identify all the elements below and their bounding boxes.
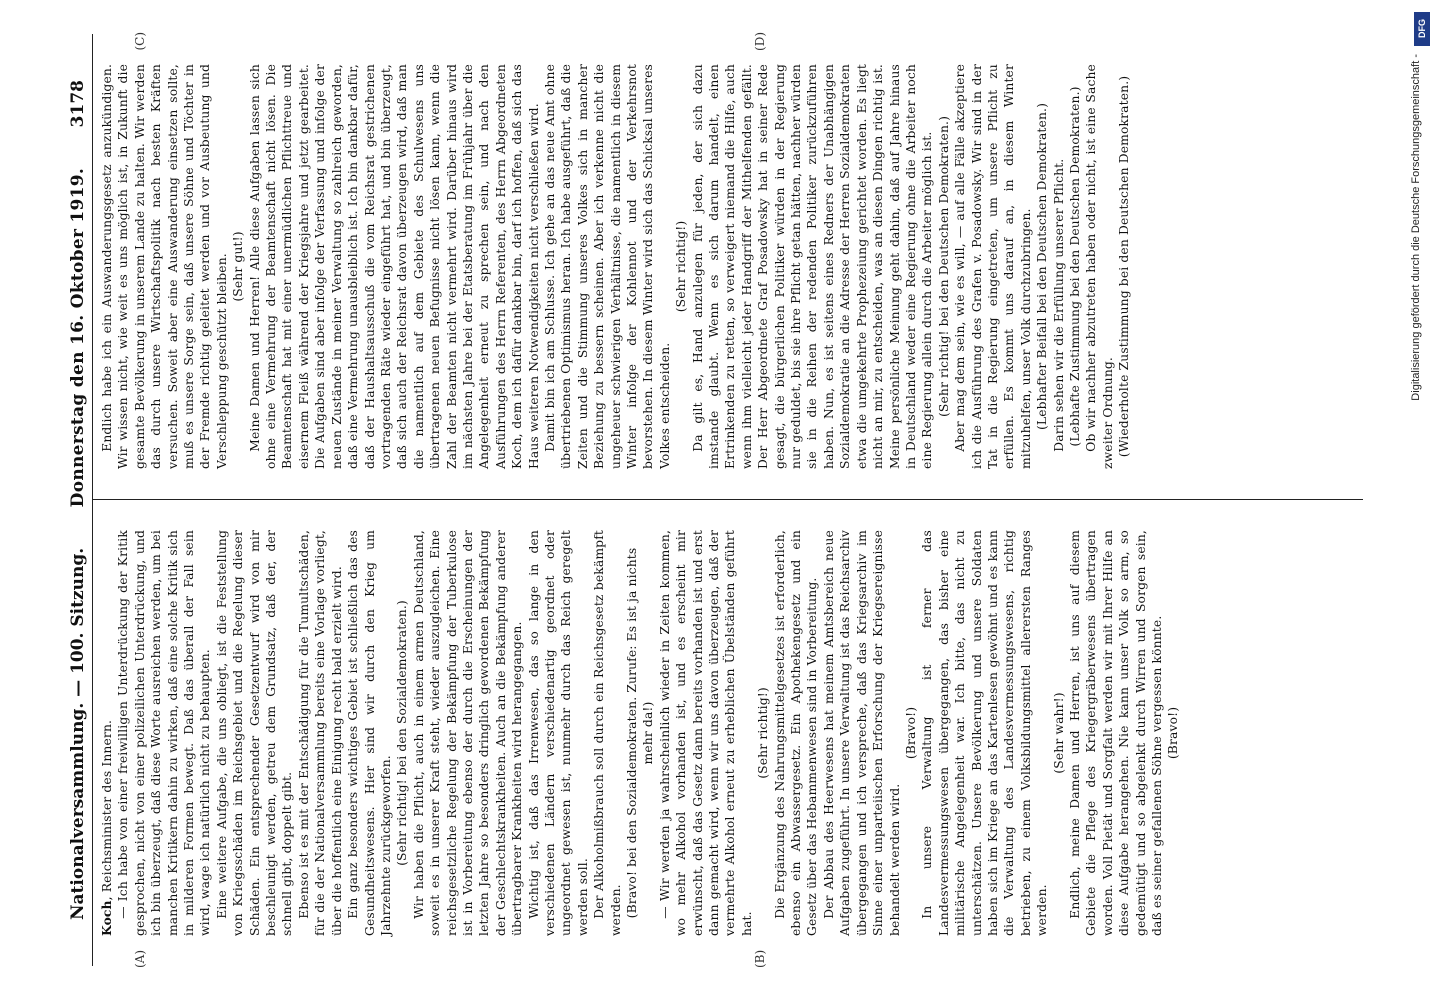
- page-header: [68, 34, 93, 966]
- interjection: (Bravo! bei den Sozialdemokraten. Zurufe: Es ist ja nichts mehr da!): [625, 547, 656, 919]
- interjection: (Wiederholte Zustimmung bei den Deutschen Demokraten.): [1117, 75, 1132, 458]
- digitization-credit: [1410, 6, 1432, 1000]
- margin-marker-d: (D): [753, 32, 767, 51]
- right-column: [93, 34, 1363, 500]
- header-center: Donnerstag den 16. Oktober 1919.: [68, 167, 88, 508]
- page-number: 3178: [68, 80, 88, 128]
- paragraph: Da gilt es, Hand anzulegen für jeden, der sich dazu imstande glaubt. Wenn es sich darum handelt, einen Ertrinkenden zu retten, so verweigert niemand die Hilfe, auch wenn ihm vielleicht jeder Handgriff der Mithelfenden gefällt. Der Herr Abgeordnete Graf Posadowsky hat in seiner Rede gesagt, die bürgerlichen Politiker würden in der Regierung nur geduldet, bis sie ihre Pflicht getan hätten, nachher würden sie in die Reihen der redenden Politiker zurückzuführen haben. Nun, es ist seitens eines Redners der Unabhängigen Sozialdemokratie an die Adresse der Herren Sozialdemokraten etwa die umgekehrte Prophezeiung gerichtet worden. Es liegt nicht an mir, zu entscheiden, was an diesen Dingen richtig ist. Meine persönliche Meinung geht dahin, daß auf Jahre hinaus in Deutschland weder eine Regierung ohne die Arbeiter noch eine Regierung allein durch die Arbeiter möglich ist.: [690, 64, 935, 469]
- interjection: (Sehr gut!): [231, 231, 246, 302]
- interjection: (Lebhafter Beifall bei den Deutschen Demokraten.): [1035, 102, 1050, 431]
- dfg-logo: DFG: [1414, 12, 1430, 46]
- paragraph: Ein ganz besonders wichtiges Gebiet ist schließlich das des Gesundheitswesens. Hier sind wir durch den Krieg um Jahrzehnte zurückgeworfen.: [346, 530, 393, 936]
- interjection: (Sehr richtig!): [756, 687, 771, 779]
- interjection: (Bravo!): [1166, 706, 1181, 760]
- paragraph: In unsere Verwaltung ist ferner das Landesvermessungswesen übergegangen, das bisher eine militärische Angelegenheit war. Ich bitte, das nicht zu unterschätzen. Unsere Bevölkerung und unsere Soldaten haben sich im Kriege an das Kartenlesen gewöhnt und es kann die Verwaltung des Landesvermessungswesens, richtig betrieben, zu einem Volksbildungsmittel allerersten Ranges werden.: [920, 530, 1050, 936]
- paragraph: Endlich, meine Damen und Herren, ist uns auf diesem Gebiete die Pflege des Kriegergräberwesens übertragen worden. Voll Pietät und Sorgfalt werden wir mit Ihrer Hilfe an diese Aufgabe herangehen. Nie kann unser Volk so arm, so gedemütigt und so abgelenkt durch Wirren und Sorgen sein, daß es seiner gefallenen Söhne vergessen könnte.: [1067, 530, 1164, 936]
- paragraph: Aber mag dem sein, wie es will, — auf alle Fälle akzeptiere ich die Ausführung des Grafen v. Posadowsky. Wir sind in der Tat in die Regierung eingetreten, um unsere Pflicht zu erfüllen. Es kommt uns darauf an, in diesem Winter mitzuhelfen, unser Volk durchzubringen.: [953, 64, 1033, 469]
- interjection: (Sehr richtig! bei den Sozialdemokraten.): [395, 600, 410, 866]
- interjection: (Sehr richtig! bei den Deutschen Demokraten.): [936, 115, 951, 418]
- document-page: [60, 20, 1400, 980]
- speaker-name: Koch: [99, 900, 114, 936]
- interjection: (Sehr wahr!): [1051, 692, 1066, 774]
- interjection: (Sehr richtig!): [674, 220, 689, 313]
- paragraph: Darin sehen wir die Erfüllung unserer Pflicht.: [1051, 158, 1066, 452]
- speaker-role: , Reichsminister des Innern.: [100, 719, 114, 901]
- margin-marker-b: (B): [753, 949, 767, 968]
- paragraph: Wichtig ist, daß das Irrenwesen, das so lange in den verschiedenen Ländern verschiedenartig geordnet oder ungeordnet gewesen ist, nunmehr durch das Reich geregelt werden soll.: [526, 530, 590, 936]
- columns: [93, 34, 1363, 966]
- paragraph: Damit bin ich am Schlusse. Ich gehe an das neue Amt ohne übertriebenen Optimismus heran. Ich habe ausgeführt, daß die Zeiten und die Stimmung unseres Volkes sich in mancher Beziehung zu bessern scheinen. Aber ich verkenne nicht die ungeheuer schwierigen Verhältnisse, die namentlich in diesem Winter infolge der Kohlennot und der Verkehrsnot bevorstehen. In diesem Winter wird sich das Schicksal unseres Volkes entscheiden.: [542, 64, 672, 469]
- paragraph: Ob wir nachher abzutreten haben oder nicht, ist eine Sache zweiter Ordnung.: [1084, 64, 1115, 469]
- paragraph: Meine Damen und Herren! Alle diese Aufgaben lassen sich ohne eine Vermehrung der Beamtenschaft nicht lösen. Die Beamtenschaft hat mit einer unermüdlichen Pflichttreue und eisernem Fleiß während der Kriegsjahre und jetzt gearbeitet. Die Aufgaben sind aber infolge der Verfassung und infolge der neuen Zustände in meiner Verwaltung so zahlreich geworden, daß eine Vermehrung unausbleiblich ist. Ich bin dankbar dafür, daß der Haushaltsausschuß die vom Reichsrat gestrichenen vortragenden Räte wieder eingeführt hat, und bin überzeugt, daß sich auch der Reichsrat davon überzeugen wird, daß man die namentlich auf dem Gebiete des Schulwesens uns übertragenen neuen Befugnisse nicht lösen kann, wenn die Zahl der Beamten nicht vermehrt wird. Darüber hinaus wird im nächsten Jahre bei der Etatsberatung im Frühjahr über die Angelegenheit erneut zu sprechen sein, und nach den Ausführungen des Herrn Referenten, des Herrn Abgeordneten Koch, dem ich dafür dankbar bin, darf ich hoffen, daß sich das Haus weiteren Notwendigkeiten nicht verschließen wird.: [247, 64, 541, 469]
- paragraph: Die Ergänzung des Nahrungsmittelgesetzes ist erforderlich, ebenso ein Abwassergesetz. Ein Apothekengesetz und ein Gesetz über das Hebammenwesen sind in Vorbereitung.: [772, 530, 820, 936]
- paragraph: Eine weitere Aufgabe, die uns obliegt, ist die Feststellung von Kriegsschäden im Reichsgebiet und die Regelung dieser Schäden. Ein entsprechender Gesetzentwurf wird von mir beschleunigt werden, getreu dem Grundsatz, daß der, der schnell gibt, doppelt gibt.: [214, 530, 295, 936]
- paragraph: Wir haben die Pflicht, auch in einem armen Deutschland, soweit es in unserer Kraft steht, wieder auszugleichen. Eine reichsgesetzliche Regelung der Bekämpfung der Tuberkulose ist in Vorbereitung ebenso der durch die Erscheinungen der letzten Jahre so besonders dringlich gewordenen Bekämpfung der Geschlechtskrankheiten. Auch an die Bekämpfung anderer übertragbarer Krankheiten wird herangegangen.: [411, 530, 525, 936]
- paragraph: — Wir werden ja wahrscheinlich wieder in Zeiten kommen, wo mehr Alkohol vorhanden ist, und es erscheint mir erwünscht, daß das Gesetz dann bereits vorhanden ist und erst dann gemacht wird, wenn wir uns davon überzeugen, daß der vermehrte Alkohol erneut zu erheblichen Übelständen geführt hat.: [657, 530, 754, 936]
- margin-marker-c: (C): [133, 32, 147, 51]
- interjection: (Bravo!): [903, 706, 918, 760]
- paragraph: — Ich habe von einer freiwilligen Unterdrückung der Kritik gesprochen, nicht von einer polizeilichen Unterdrückung, und ich bin überzeugt, daß diese Worte ausreichen werden, um bei manchen Kritikern dahin zu wirken, daß eine solche Kritik sich in milderen Formen bewegt. Daß das überall der Fall sein wird, wage ich natürlich nicht zu behaupten.: [116, 530, 213, 936]
- paragraph: Ebenso ist es mit der Entschädigung für die Tumultschäden, für die der Nationalversammlung bereits eine Vorlage vorliegt, über die hoffentlich eine Einigung recht bald erzielt wird.: [296, 530, 344, 936]
- left-column: [93, 500, 1363, 966]
- paragraph: Der Alkoholmißbrauch soll durch ein Reichsgesetz bekämpft werden.: [592, 530, 623, 936]
- credit-text: Digitalisierung gefördert durch die Deutsche Forschungsgemeinschaft -: [1410, 54, 1422, 401]
- interjection: (Lebhafte Zustimmung bei den Deutschen Demokraten.): [1067, 86, 1082, 447]
- margin-marker-a: (A): [133, 949, 147, 968]
- speaker-line: [99, 530, 115, 936]
- header-left: Nationalversammlung. — 100. Sitzung.: [68, 547, 88, 920]
- paragraph: Endlich habe ich ein Auswanderungsgesetz anzukündigen. Wir wissen nicht, wie weit es uns möglich ist, in Zukunft die gesamte Bevölkerung in unserem Lande zu halten. Wir werden das durch unsere Wirtschaftspolitik nach besten Kräften versuchen. Soweit aber eine Auswanderung einsetzen sollte, muß es unsere Sorge sein, daß unsere Söhne und Töchter in der Fremde richtig geleitet werden und vor Ausbeutung und Verschleppung geschützt bleiben.: [100, 64, 229, 469]
- paragraph: Der Abbau des Heerwesens hat meinem Amtsbereich neue Aufgaben zugeführt. In unsere Verwaltung ist das Reichsarchiv übergegangen und ich verspreche, daß das Kriegsarchiv im Sinne einer unparteiischen Erforschung der Kriegsereignisse behandelt werden wird.: [821, 530, 902, 936]
